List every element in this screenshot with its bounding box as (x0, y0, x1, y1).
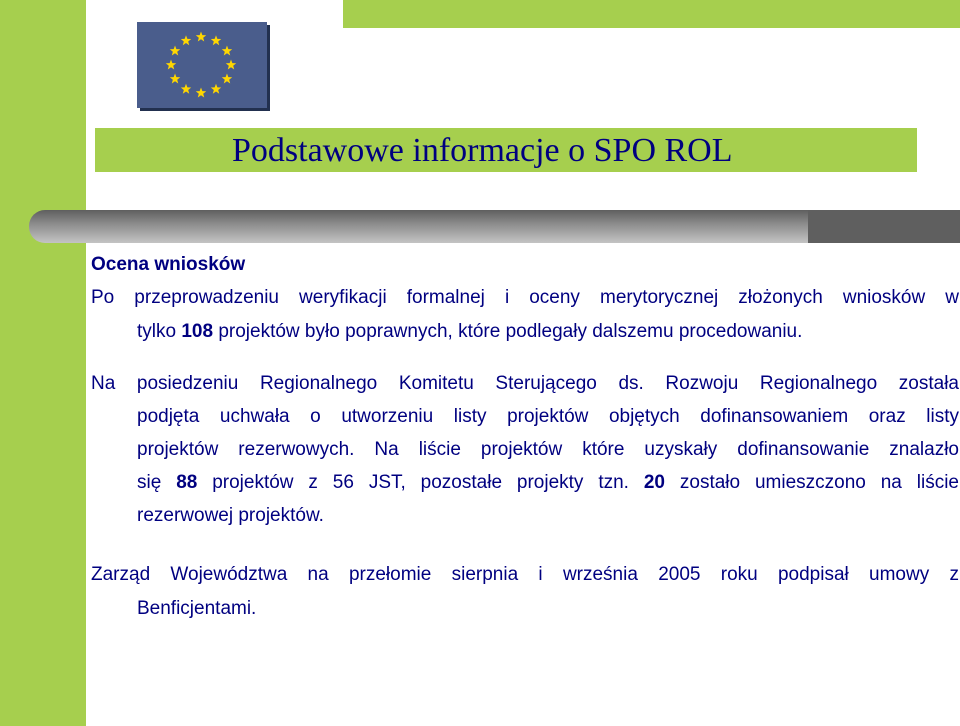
star-icon (211, 84, 221, 94)
top-accent-bar (343, 0, 960, 28)
valid-projects-count: 108 (181, 321, 214, 342)
slide-title: Podstawowe informacje o SPO ROL (232, 132, 733, 169)
p2-text: projektów z 56 JST, pozostałe projekty tzn. (197, 472, 644, 493)
star-icon (196, 88, 206, 98)
star-icon (181, 84, 191, 94)
paragraph-1 (91, 281, 959, 349)
slide-content (91, 249, 959, 626)
star-icon (166, 60, 176, 70)
star-icon (226, 60, 236, 70)
star-icon (181, 35, 191, 45)
star-icon (211, 35, 221, 45)
star-icon (196, 32, 206, 42)
section-heading: Ocena wniosków (91, 254, 246, 275)
reserve-projects-count: 20 (643, 472, 665, 493)
paragraph-3 (91, 558, 959, 626)
funded-projects-count: 88 (176, 472, 198, 493)
p1-text: tylko (137, 321, 182, 342)
left-accent-strip (0, 0, 86, 726)
p2-line-1: Na posiedzeniu Regionalnego Komitetu Sterującego ds. Rozwoju Regionalnego została (91, 373, 959, 394)
star-icon (222, 46, 232, 56)
p1-line-2 (91, 315, 959, 349)
p1-text: projektów było poprawnych, które podlegały dalszemu procedowaniu. (213, 321, 803, 342)
eu-flag-icon (137, 22, 267, 108)
p2-text: się (137, 472, 177, 493)
paragraph-2 (91, 367, 959, 532)
separator-bar (29, 210, 808, 243)
star-icon (170, 46, 180, 56)
star-icon (170, 74, 180, 84)
p2-line-4 (91, 466, 959, 499)
p2-line-2: podjęta uchwała o utworzeniu listy projektów objętych dofinansowaniem oraz listy (137, 406, 959, 427)
separator-bar-end (808, 210, 960, 243)
p2-text: zostało umieszczono na liście (664, 472, 959, 493)
p3-line-1: Zarząd Województwa na przełomie sierpnia i września 2005 roku podpisał umowy z (91, 564, 959, 585)
p2-line-3: projektów rezerwowych. Na liście projektów które uzyskały dofinansowanie znalazło (137, 439, 959, 460)
p1-line-1: Po przeprowadzeniu weryfikacji formalnej i oceny merytorycznej złożonych wniosków w (91, 287, 959, 308)
star-icon (222, 74, 232, 84)
eu-stars (137, 22, 267, 108)
p2-line-5: rezerwowej projektów. (137, 505, 324, 526)
p3-line-2: Benficjentami. (137, 598, 257, 619)
